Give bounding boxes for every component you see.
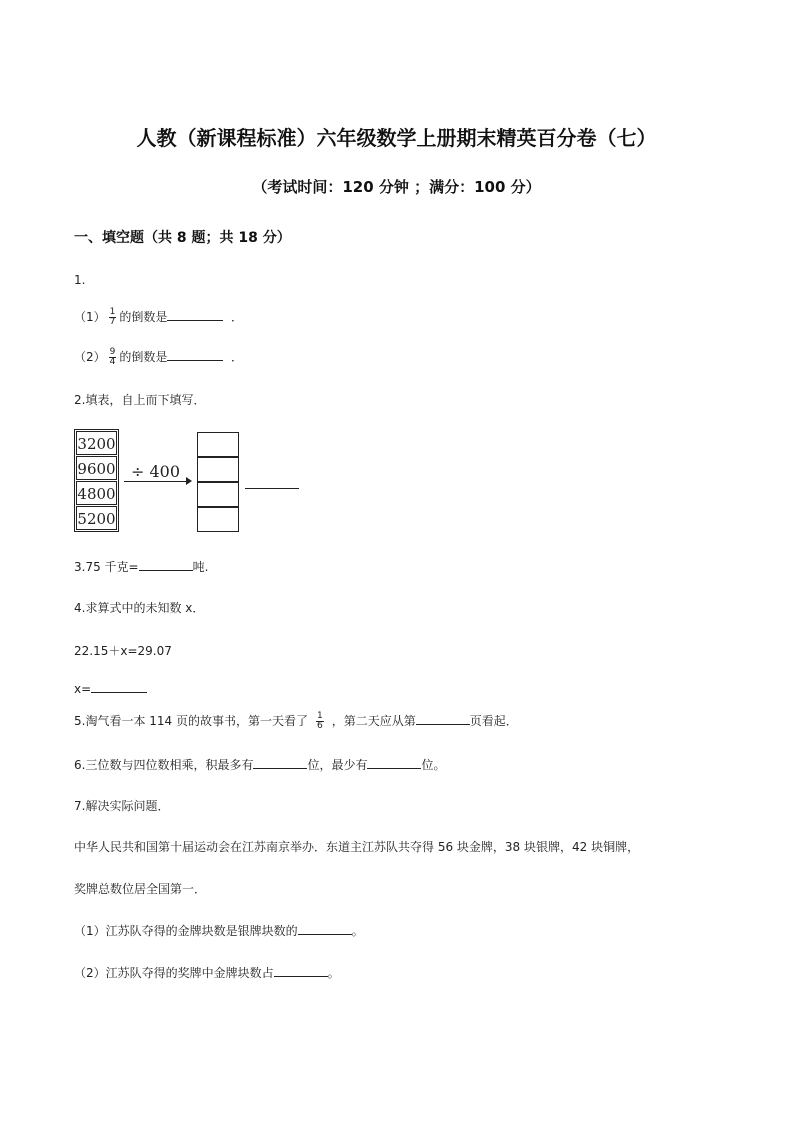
answer-blank[interactable] [245,488,299,489]
answer-label: x= [74,682,92,696]
question-1-part-1 [74,308,243,327]
part-text: 的倒数是 [119,350,168,364]
question-7-paragraph: 中华人民共和国第十届运动会在江苏南京举办．东道主江苏队共夺得 56 块金牌，38 块银牌，42 块铜牌， [74,840,640,854]
fraction-denominator: 7 [109,317,116,327]
fraction [316,712,324,731]
question-text-end: 页看起． [469,714,518,728]
part-label: （1） [74,310,106,324]
question-text-end: 吨. [192,560,209,574]
question-5 [74,712,518,731]
question-1-label: 1. [74,273,86,287]
question-1-part-2 [74,348,243,367]
question-2-text: 2.填表，自上而下填写． [74,393,206,407]
fraction [109,308,117,327]
answer-blank[interactable] [298,922,352,935]
fraction [109,348,117,367]
question-4-answer [74,680,147,696]
exam-info: （考试时间：120 分钟 ；满分：100 分） [252,178,541,196]
question-3 [74,558,208,575]
value-cell: 5200 [76,506,117,530]
question-7-part-2 [74,964,340,981]
part-end: 。 [327,966,340,980]
arrow-head-icon [186,477,192,485]
equation: 22.15＋x=29.07 [74,644,172,658]
arrow-line [124,481,187,482]
result-cell[interactable] [197,457,239,482]
value-cell: 9600 [76,456,117,480]
question-text-end: 位。 [421,758,446,772]
answer-blank[interactable] [367,756,421,769]
question-text: 5.淘气看一本 114 页的故事书，第一天看了 [74,714,308,728]
part-label: （2） [74,350,106,364]
answer-blank[interactable] [139,558,193,571]
fraction-numerator: 1 [316,711,323,721]
part-end: 。 [351,924,364,938]
value-cell: 4800 [76,481,117,505]
answer-blank[interactable] [167,308,223,321]
part-end: ． [231,350,244,364]
result-cell[interactable] [197,482,239,507]
answer-blank[interactable] [416,712,470,725]
fraction-denominator: 6 [316,721,323,731]
part-text: 的倒数是 [119,310,168,324]
fraction-numerator: 9 [109,347,116,357]
part-end: ． [231,310,244,324]
question-6 [74,756,445,773]
answer-blank[interactable] [274,964,328,977]
result-cell[interactable] [197,432,239,457]
part-text: （2）江苏队夺得的奖牌中金牌块数占 [74,966,274,980]
question-text-middle: ，第二天应从第 [331,714,416,728]
question-7-paragraph: 奖牌总数位居全国第一． [74,882,207,896]
question-4-text: 4.求算式中的未知数 x． [74,601,205,615]
value-cell: 3200 [76,431,117,455]
result-cell[interactable] [197,507,239,532]
operator-label: ÷ 400 [131,462,181,481]
answer-blank[interactable] [167,348,223,361]
question-7-part-1 [74,922,364,939]
answer-blank[interactable] [253,756,307,769]
question-text: 3.75 千克= [74,560,139,574]
page-title: 人教（新课程标准）六年级数学上册期末精英百分卷（七） [136,126,657,150]
section-heading: 一、填空题（共 8 题；共 18 分） [74,230,291,246]
question-7-text: 7.解决实际问题． [74,799,170,813]
fraction-numerator: 1 [109,307,116,317]
part-text: （1）江苏队夺得的金牌块数是银牌块数的 [74,924,298,938]
answer-blank[interactable] [91,680,147,693]
fraction-denominator: 4 [109,357,116,367]
question-text-middle: 位，最少有 [307,758,368,772]
question-text: 6.三位数与四位数相乘，积最多有 [74,758,254,772]
